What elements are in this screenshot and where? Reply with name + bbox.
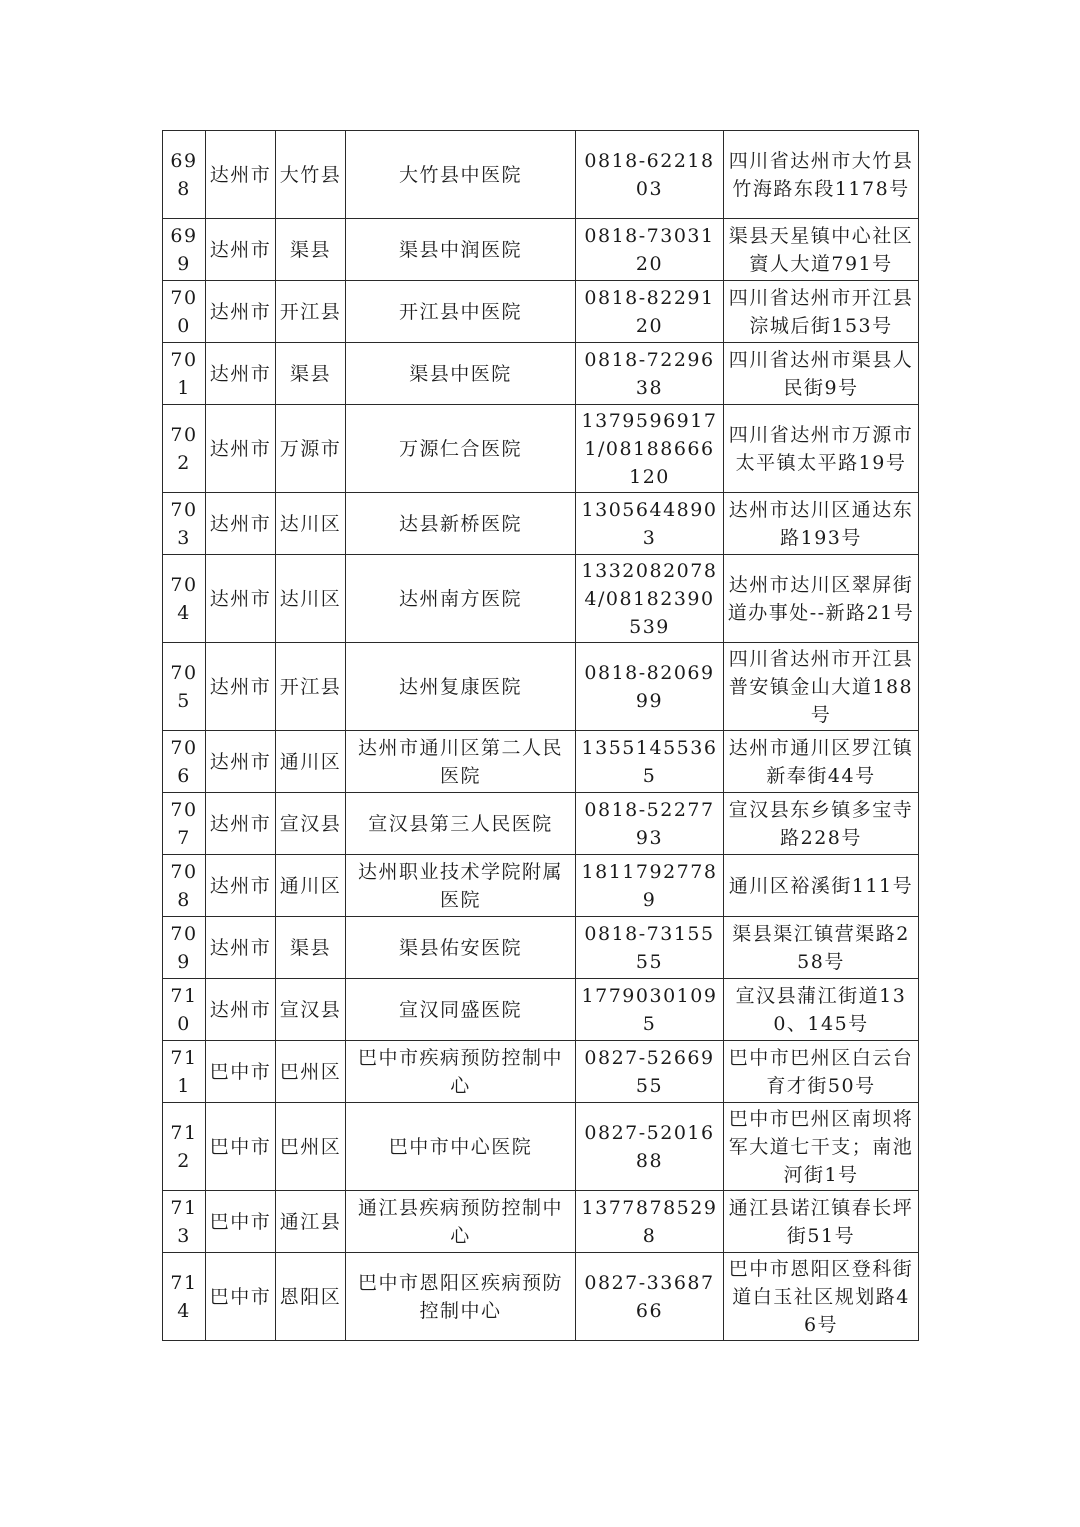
table-row — [163, 343, 919, 405]
district-cell: 宣汉县 — [276, 793, 346, 855]
row-number: 700 — [163, 281, 206, 343]
phone-cell: 0818-7303120 — [576, 219, 724, 281]
district-cell: 渠县 — [276, 219, 346, 281]
phone-cell: 0818-5227793 — [576, 793, 724, 855]
district-cell: 渠县 — [276, 343, 346, 405]
row-number: 708 — [163, 855, 206, 917]
phone-cell: 13795969171/08188666120 — [576, 405, 724, 493]
address-cell: 巴中市巴州区南坝将军大道七干支；南池河街1号 — [724, 1103, 919, 1191]
city-cell: 达州市 — [206, 219, 276, 281]
table-row — [163, 1191, 919, 1253]
district-cell: 宣汉县 — [276, 979, 346, 1041]
hospital-name-cell: 大竹县中医院 — [346, 131, 576, 219]
city-cell: 达州市 — [206, 643, 276, 731]
district-cell: 通江县 — [276, 1191, 346, 1253]
table-row — [163, 219, 919, 281]
city-cell: 达州市 — [206, 731, 276, 793]
city-cell: 达州市 — [206, 131, 276, 219]
hospital-name-cell: 达州南方医院 — [346, 555, 576, 643]
hospital-name-cell: 达州职业技术学院附属医院 — [346, 855, 576, 917]
city-cell: 巴中市 — [206, 1041, 276, 1103]
district-cell: 渠县 — [276, 917, 346, 979]
hospital-name-cell: 达县新桥医院 — [346, 493, 576, 555]
hospital-name-cell: 开江县中医院 — [346, 281, 576, 343]
hospital-name-cell: 宣汉县第三人民医院 — [346, 793, 576, 855]
phone-cell: 18117927789 — [576, 855, 724, 917]
phone-cell: 13056448903 — [576, 493, 724, 555]
hospital-name-cell: 巴中市恩阳区疾病预防控制中心 — [346, 1253, 576, 1341]
row-number: 702 — [163, 405, 206, 493]
address-cell: 四川省达州市大竹县竹海路东段1178号 — [724, 131, 919, 219]
address-cell: 巴中市巴州区白云台育才街50号 — [724, 1041, 919, 1103]
address-cell: 渠县渠江镇营渠路258号 — [724, 917, 919, 979]
district-cell: 恩阳区 — [276, 1253, 346, 1341]
city-cell: 达州市 — [206, 979, 276, 1041]
hospital-name-cell: 渠县中医院 — [346, 343, 576, 405]
row-number: 713 — [163, 1191, 206, 1253]
city-cell: 达州市 — [206, 555, 276, 643]
row-number: 703 — [163, 493, 206, 555]
phone-cell: 17790301095 — [576, 979, 724, 1041]
address-cell: 四川省达州市开江县淙城后街153号 — [724, 281, 919, 343]
city-cell: 达州市 — [206, 855, 276, 917]
row-number: 714 — [163, 1253, 206, 1341]
hospital-name-cell: 渠县佑安医院 — [346, 917, 576, 979]
table-row — [163, 855, 919, 917]
phone-cell: 13778785298 — [576, 1191, 724, 1253]
phone-cell: 0818-7315555 — [576, 917, 724, 979]
table-row — [163, 405, 919, 493]
address-cell: 通川区裕溪街111号 — [724, 855, 919, 917]
row-number: 711 — [163, 1041, 206, 1103]
row-number: 704 — [163, 555, 206, 643]
row-number: 699 — [163, 219, 206, 281]
city-cell: 达州市 — [206, 405, 276, 493]
hospital-name-cell: 通江县疾病预防控制中心 — [346, 1191, 576, 1253]
phone-cell: 0818-7229638 — [576, 343, 724, 405]
table-row — [163, 793, 919, 855]
table-row — [163, 1103, 919, 1191]
district-cell: 巴州区 — [276, 1041, 346, 1103]
phone-cell: 0818-6221803 — [576, 131, 724, 219]
hospital-name-cell: 达州市通川区第二人民医院 — [346, 731, 576, 793]
row-number: 698 — [163, 131, 206, 219]
address-cell: 四川省达州市开江县普安镇金山大道188号 — [724, 643, 919, 731]
address-cell: 达州市达川区通达东路193号 — [724, 493, 919, 555]
address-cell: 达州市达川区翠屏街道办事处--新路21号 — [724, 555, 919, 643]
address-cell: 渠县天星镇中心社区賨人大道791号 — [724, 219, 919, 281]
phone-cell: 13320820784/08182390539 — [576, 555, 724, 643]
district-cell: 万源市 — [276, 405, 346, 493]
district-cell: 巴州区 — [276, 1103, 346, 1191]
table-body — [163, 131, 919, 1341]
city-cell: 巴中市 — [206, 1253, 276, 1341]
phone-cell: 0818-8206999 — [576, 643, 724, 731]
phone-cell: 13551455365 — [576, 731, 724, 793]
city-cell: 达州市 — [206, 493, 276, 555]
address-cell: 通江县诺江镇春长坪街51号 — [724, 1191, 919, 1253]
city-cell: 巴中市 — [206, 1191, 276, 1253]
hospital-name-cell: 达州复康医院 — [346, 643, 576, 731]
address-cell: 四川省达州市万源市太平镇太平路19号 — [724, 405, 919, 493]
hospital-name-cell: 万源仁合医院 — [346, 405, 576, 493]
address-cell: 达州市通川区罗江镇新奉街44号 — [724, 731, 919, 793]
phone-cell: 0827-5266955 — [576, 1041, 724, 1103]
phone-cell: 0827-3368766 — [576, 1253, 724, 1341]
district-cell: 达川区 — [276, 493, 346, 555]
table-row — [163, 1253, 919, 1341]
district-cell: 开江县 — [276, 281, 346, 343]
city-cell: 巴中市 — [206, 1103, 276, 1191]
hospital-name-cell: 宣汉同盛医院 — [346, 979, 576, 1041]
district-cell: 大竹县 — [276, 131, 346, 219]
hospital-table — [162, 130, 919, 1341]
phone-cell: 0818-8229120 — [576, 281, 724, 343]
hospital-name-cell: 渠县中润医院 — [346, 219, 576, 281]
row-number: 706 — [163, 731, 206, 793]
table-row — [163, 493, 919, 555]
city-cell: 达州市 — [206, 793, 276, 855]
table-row — [163, 131, 919, 219]
phone-cell: 0827-5201688 — [576, 1103, 724, 1191]
city-cell: 达州市 — [206, 917, 276, 979]
row-number: 701 — [163, 343, 206, 405]
row-number: 710 — [163, 979, 206, 1041]
row-number: 705 — [163, 643, 206, 731]
address-cell: 巴中市恩阳区登科街道白玉社区规划路46号 — [724, 1253, 919, 1341]
city-cell: 达州市 — [206, 281, 276, 343]
city-cell: 达州市 — [206, 343, 276, 405]
district-cell: 通川区 — [276, 731, 346, 793]
table-row — [163, 643, 919, 731]
address-cell: 宣汉县蒲江街道130、145号 — [724, 979, 919, 1041]
table-row — [163, 1041, 919, 1103]
district-cell: 通川区 — [276, 855, 346, 917]
table-row — [163, 917, 919, 979]
table-row — [163, 979, 919, 1041]
row-number: 707 — [163, 793, 206, 855]
address-cell: 宣汉县东乡镇多宝寺路228号 — [724, 793, 919, 855]
table-row — [163, 281, 919, 343]
hospital-name-cell: 巴中市疾病预防控制中心 — [346, 1041, 576, 1103]
row-number: 712 — [163, 1103, 206, 1191]
table-row — [163, 731, 919, 793]
district-cell: 开江县 — [276, 643, 346, 731]
row-number: 709 — [163, 917, 206, 979]
district-cell: 达川区 — [276, 555, 346, 643]
hospital-name-cell: 巴中市中心医院 — [346, 1103, 576, 1191]
table-row — [163, 555, 919, 643]
address-cell: 四川省达州市渠县人民街9号 — [724, 343, 919, 405]
